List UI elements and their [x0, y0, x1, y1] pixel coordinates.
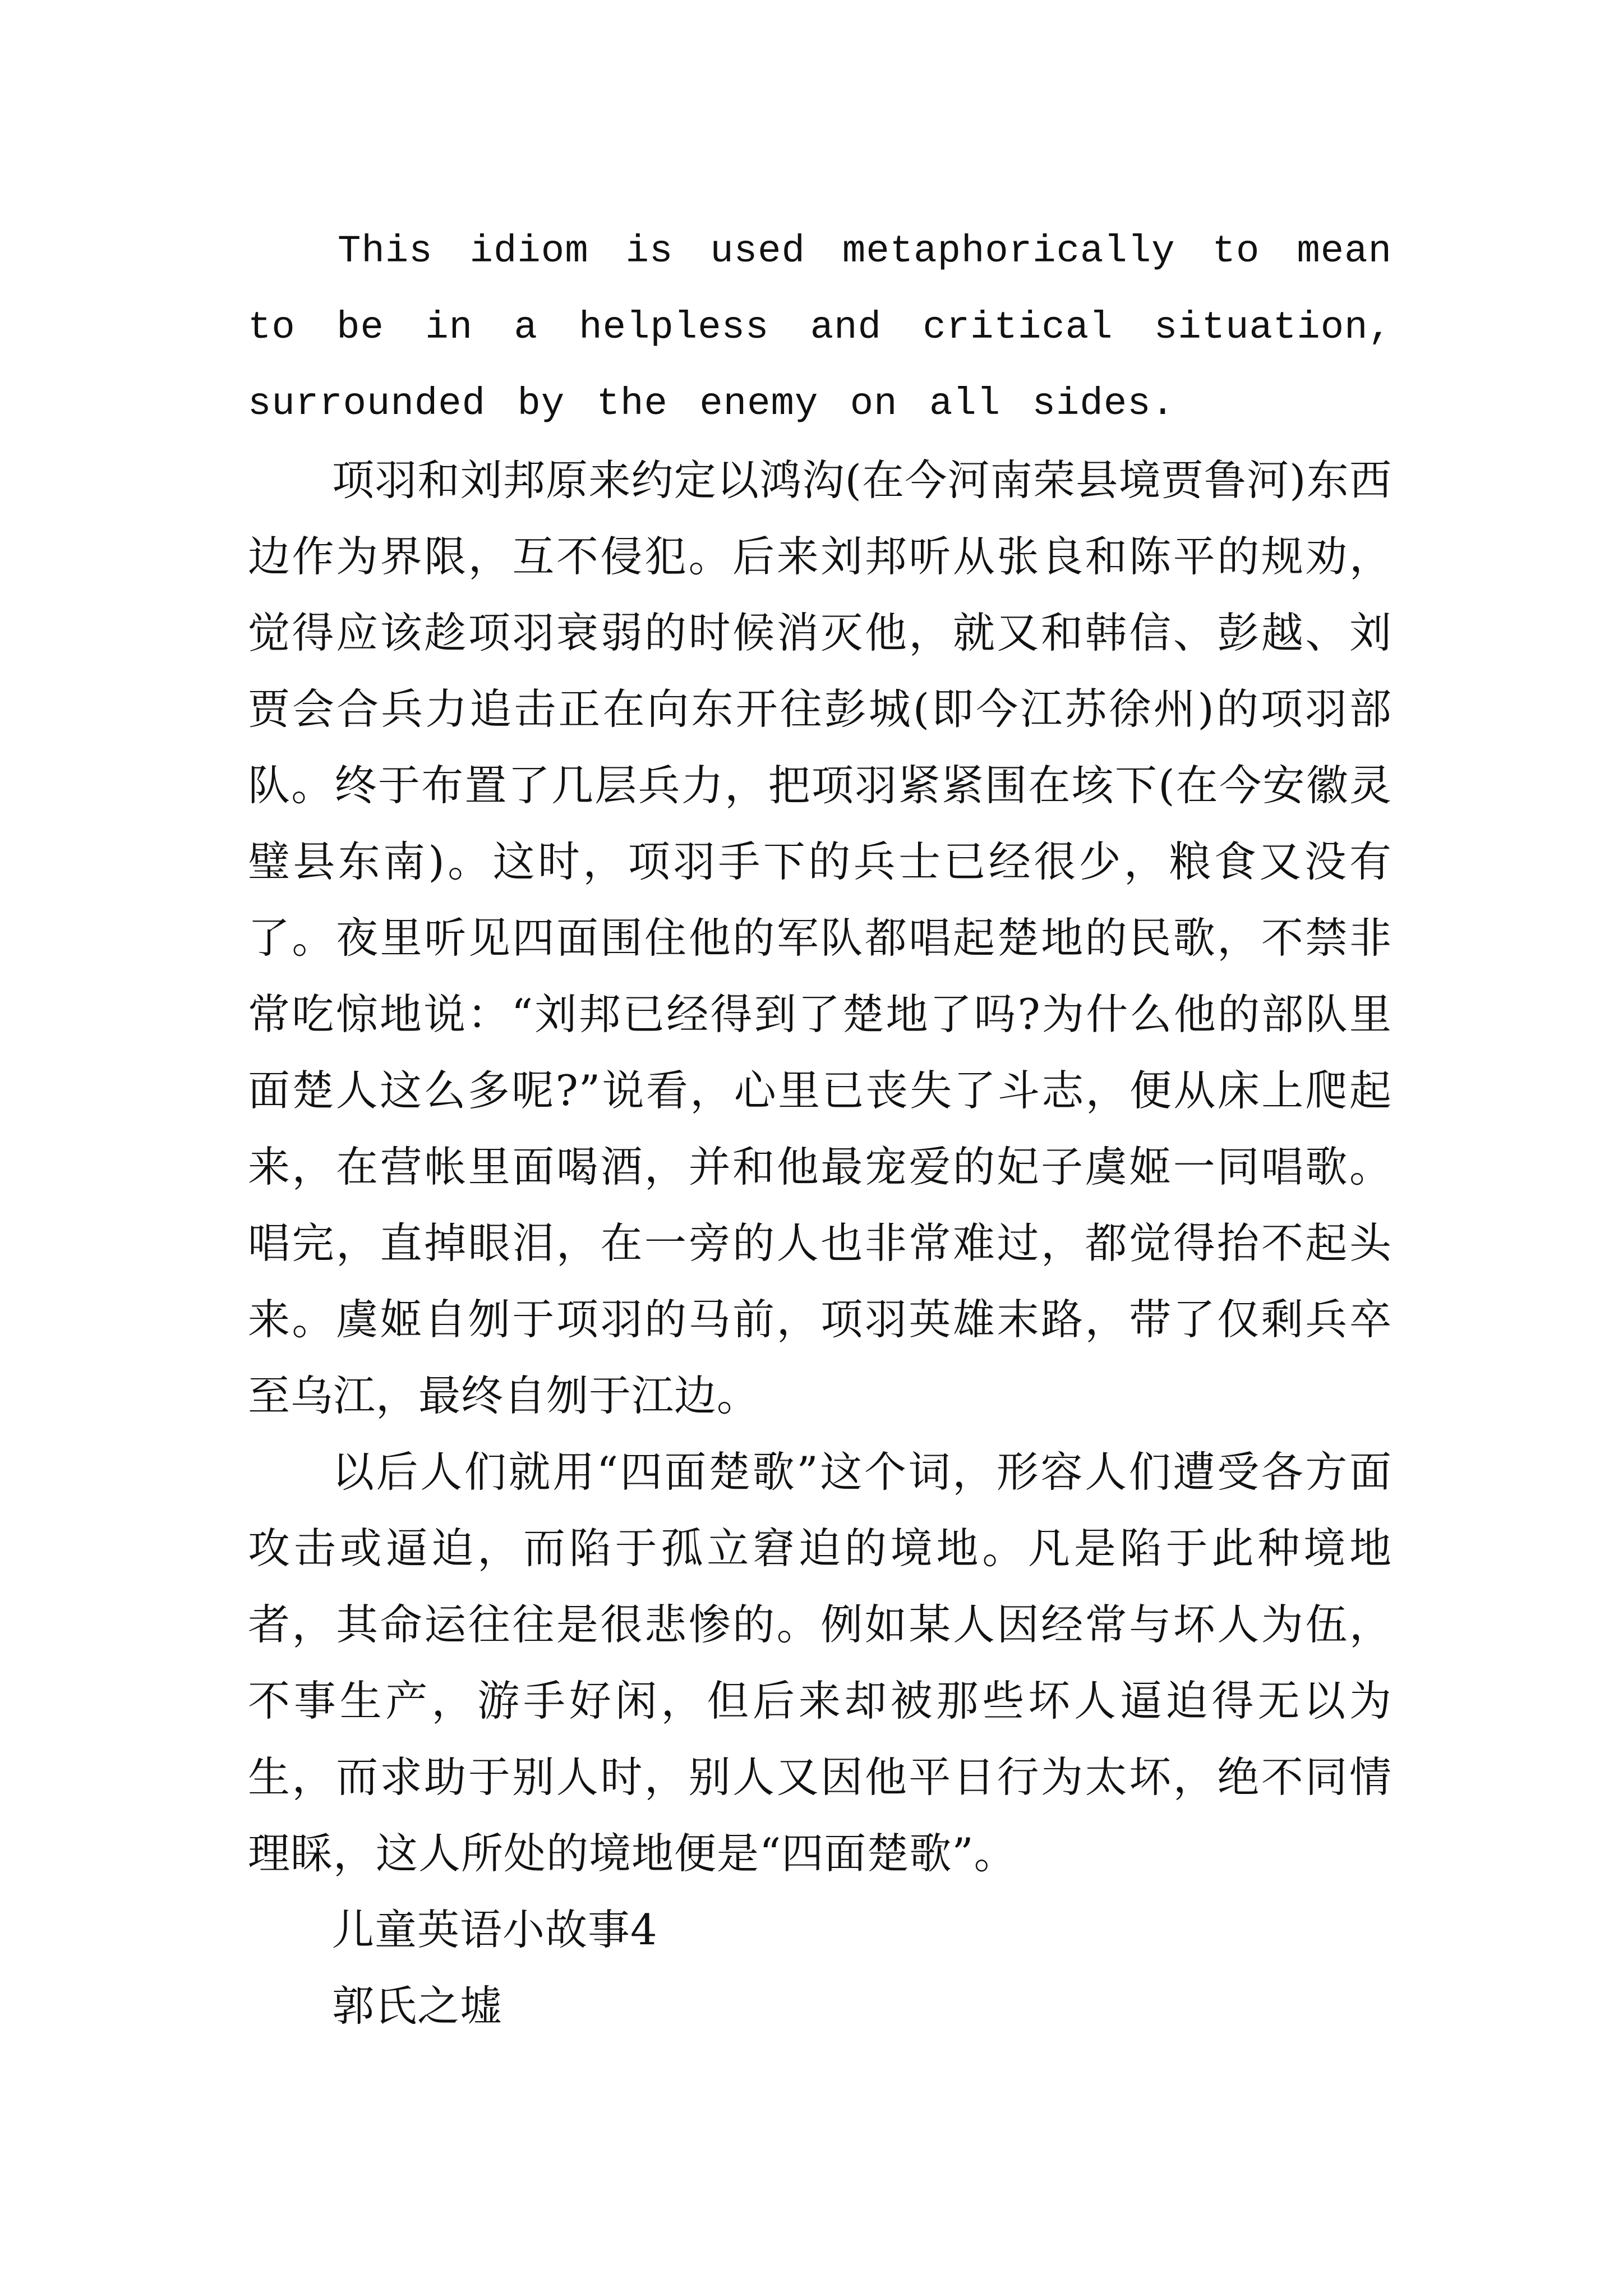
document-body: [248, 213, 1392, 2044]
idiom-meaning-paragraph: 以后人们就用“四面楚歌”这个词，形容人们遭受各方面攻击或逼迫，而陷于孤立窘迫的境地。凡是陷于此种境地者，其命运往往是很悲惨的。例如某人因经常与坏人为伍，不事生产，游手好闲，但后来却被那些坏人逼迫得无以为生，而求助于别人时，别人又因他平日行为太坏，绝不同情理睬，这人所处的境地便是“四面楚歌”。: [248, 1447, 1392, 1878]
english-paragraph: This idiom is used metaphorically to mean to be in a helpless and critical situation, surrounded by the enemy on all sides.: [248, 229, 1392, 426]
section-title: 儿童英语小故事4: [332, 1905, 658, 1954]
story-title: 郭氏之墟: [332, 1981, 503, 2031]
story-paragraph: 项羽和刘邦原来约定以鸿沟(在今河南荣县境贾鲁河)东西边作为界限，互不侵犯。后来刘邦听从张良和陈平的规劝，觉得应该趁项羽衰弱的时候消灭他，就又和韩信、彭越、刘贾会合兵力追击正在向东开往彭城(即今江苏徐州)的项羽部队。终于布置了几层兵力，把项羽紧紧围在垓下(在今安徽灵璧县东南)。这时，项羽手下的兵士已经很少，粮食又没有了。夜里听见四面围住他的军队都唱起楚地的民歌，不禁非常吃惊地说：“刘邦已经得到了楚地了吗?为什么他的部队里面楚人这么多呢?”说看，心里已丧失了斗志，便从床上爬起来，在营帐里面喝酒，并和他最宠爱的妃子虞姬一同唱歌。唱完，直掉眼泪，在一旁的人也非常难过，都觉得抬不起头来。虞姬自刎于项羽的马前，项羽英雄末路，带了仅剩兵卒至乌江，最终自刎于江边。: [248, 455, 1392, 1420]
